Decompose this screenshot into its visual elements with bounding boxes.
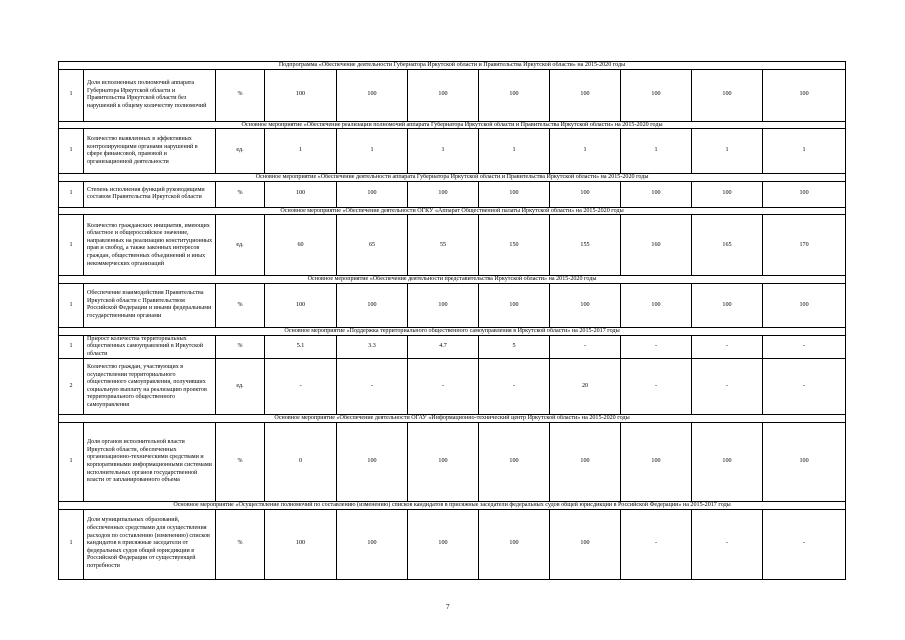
value-cell: 1: [692, 129, 763, 174]
unit-cell: ед.: [216, 215, 265, 276]
value-cell: 65: [337, 215, 408, 276]
value-cell: 1: [550, 129, 621, 174]
unit-cell: %: [216, 283, 265, 327]
section-header: [59, 207, 846, 215]
value-cell: 1: [763, 129, 846, 174]
value-cell: 1: [621, 129, 692, 174]
value-cell: 100: [337, 69, 408, 121]
value-cell: 155: [550, 215, 621, 276]
table-row: [59, 283, 846, 327]
value-cell: 100: [692, 181, 763, 207]
table-row: [59, 509, 846, 579]
value-cell: 100: [265, 509, 337, 579]
table-row: [59, 181, 846, 207]
value-cell: 1: [479, 129, 550, 174]
value-cell: -: [763, 335, 846, 359]
value-cell: 100: [408, 69, 479, 121]
section-header: [59, 121, 846, 129]
row-number: 1: [59, 335, 84, 359]
value-cell: 100: [408, 509, 479, 579]
section-header: [59, 327, 846, 335]
section-title: Основное мероприятие «Обеспечение деятельности ОГКУ «Аппарат Общественной палаты Иркутской области» на 2015-2020 годы: [59, 207, 846, 215]
value-cell: 100: [265, 181, 337, 207]
indicators-document: [58, 61, 845, 580]
row-number: 1: [59, 283, 84, 327]
row-number: 1: [59, 422, 84, 501]
value-cell: 100: [337, 283, 408, 327]
value-cell: -: [692, 335, 763, 359]
value-cell: 100: [337, 422, 408, 501]
row-number: 2: [59, 359, 84, 415]
value-cell: 100: [550, 181, 621, 207]
value-cell: 100: [408, 181, 479, 207]
value-cell: -: [337, 359, 408, 415]
value-cell: 100: [763, 69, 846, 121]
value-cell: 100: [479, 422, 550, 501]
indicator-name: Доля исполненных полномочий аппарата Губернатора Иркутской области и Правительства Иркутской области без нарушений к общему количеству полномочий: [84, 69, 216, 121]
value-cell: 100: [621, 422, 692, 501]
value-cell: 100: [479, 509, 550, 579]
table-row: [59, 422, 846, 501]
value-cell: -: [692, 509, 763, 579]
table-row: [59, 215, 846, 276]
value-cell: 100: [479, 283, 550, 327]
row-number: 1: [59, 69, 84, 121]
table-row: [59, 359, 846, 415]
section-header: [59, 501, 846, 509]
value-cell: 100: [479, 181, 550, 207]
indicator-name: Степень исполнения функций руководящими составом Правительства Иркутской области: [84, 181, 216, 207]
value-cell: 100: [550, 69, 621, 121]
value-cell: -: [265, 359, 337, 415]
value-cell: 100: [550, 509, 621, 579]
unit-cell: %: [216, 422, 265, 501]
row-number: 1: [59, 509, 84, 579]
section-header: [59, 276, 846, 284]
value-cell: 100: [337, 181, 408, 207]
value-cell: 100: [763, 181, 846, 207]
value-cell: 5: [479, 335, 550, 359]
indicator-name: Количество граждан, участвующих в осуществлении территориального общественного самоуправления, получивших социальную выплату на реализацию проектов территориального общественного самоуправления: [84, 359, 216, 415]
value-cell: 3.3: [337, 335, 408, 359]
section-title: Основное мероприятие «Обеспечение деятельности аппарата Губернатора Иркутской области и Правительства Иркутской области» на 2015-2020 годы: [59, 174, 846, 182]
value-cell: 100: [265, 283, 337, 327]
indicator-name: Количество гражданских инициатив, имеющих областное и общероссийское значение, направленных на реализацию конституционных прав и свобод, а также законных интересов граждан, общественных объединений и иных некоммерческих организаций: [84, 215, 216, 276]
row-number: 1: [59, 181, 84, 207]
table-row: [59, 129, 846, 174]
indicator-name: Прирост количества территориальных общественных самоуправлений в Иркутской области: [84, 335, 216, 359]
value-cell: -: [408, 359, 479, 415]
value-cell: 100: [621, 181, 692, 207]
unit-cell: ед.: [216, 359, 265, 415]
value-cell: 4.7: [408, 335, 479, 359]
value-cell: 165: [692, 215, 763, 276]
value-cell: 100: [265, 69, 337, 121]
page-number: 7: [446, 603, 450, 611]
value-cell: -: [550, 335, 621, 359]
section-title: Основное мероприятие «Обеспечение деятельности представительства Иркутской области» на 2015-2020 годы: [59, 276, 846, 284]
value-cell: -: [692, 359, 763, 415]
indicator-name: Доля органов исполнительной власти Иркутской области, обеспеченных организационно-техническими средствами и корпоративными информационными системами исполнительных органов государственной власти от запланированного объема: [84, 422, 216, 501]
value-cell: 100: [479, 69, 550, 121]
value-cell: 100: [408, 283, 479, 327]
section-title: Основное мероприятие «Поддержка территориального общественного самоуправления в Иркутской области» на 2015-2017 годы: [59, 327, 846, 335]
indicator-name: Обеспечение взаимодействия Правительства Иркутской области с Правительством Российской Федерации и иными федеральными государственными органами: [84, 283, 216, 327]
section-title: Основное мероприятие «Обеспечение реализации полномочий аппарата Губернатора Иркутской области и Правительства Иркутской области» на 2015-2020 годы: [59, 121, 846, 129]
section-header: [59, 174, 846, 182]
unit-cell: %: [216, 181, 265, 207]
value-cell: 100: [692, 283, 763, 327]
value-cell: 100: [763, 422, 846, 501]
value-cell: 100: [550, 422, 621, 501]
value-cell: 100: [550, 283, 621, 327]
value-cell: 60: [265, 215, 337, 276]
table-row: [59, 335, 846, 359]
section-title: Основное мероприятие «Обеспечение деятельности ОГАУ «Информационно-технический центр Иркутской области» на 2015-2020 годы: [59, 415, 846, 423]
section-title: Основное мероприятие «Осуществление полномочий по составлению (изменению) списков кандидатов в присяжные заседатели федеральных судов общей юрисдикции в Российской Федерации» на 2015-2017 годы: [59, 501, 846, 509]
value-cell: 170: [763, 215, 846, 276]
value-cell: 55: [408, 215, 479, 276]
value-cell: 150: [479, 215, 550, 276]
table-row: [59, 69, 846, 121]
value-cell: 100: [692, 69, 763, 121]
value-cell: -: [621, 509, 692, 579]
value-cell: 100: [337, 509, 408, 579]
value-cell: 100: [692, 422, 763, 501]
value-cell: 20: [550, 359, 621, 415]
value-cell: 100: [763, 283, 846, 327]
section-header: [59, 415, 846, 423]
value-cell: 1: [265, 129, 337, 174]
value-cell: 1: [408, 129, 479, 174]
value-cell: -: [621, 335, 692, 359]
unit-cell: %: [216, 509, 265, 579]
indicator-name: Доля муниципальных образований, обеспеченных средствами для осуществления расходов по составлению (изменению) списков кандидатов в присяжные заседатели от федеральных судов общей юрисдикции в Российской Федерации от существующей потребности: [84, 509, 216, 579]
indicators-table: [58, 61, 846, 580]
value-cell: 100: [621, 69, 692, 121]
value-cell: 100: [621, 283, 692, 327]
value-cell: -: [621, 359, 692, 415]
row-number: 1: [59, 215, 84, 276]
value-cell: -: [479, 359, 550, 415]
section-header: [59, 62, 846, 70]
value-cell: 100: [408, 422, 479, 501]
unit-cell: %: [216, 335, 265, 359]
value-cell: 5.1: [265, 335, 337, 359]
value-cell: 160: [621, 215, 692, 276]
indicator-name: Количество выявленных в эффективных контролирующими органами нарушений в сфере финансовой, правовой и организационной деятельности: [84, 129, 216, 174]
value-cell: 1: [337, 129, 408, 174]
value-cell: -: [763, 359, 846, 415]
value-cell: 0: [265, 422, 337, 501]
unit-cell: ед.: [216, 129, 265, 174]
unit-cell: %: [216, 69, 265, 121]
section-title: Подпрограмма «Обеспечение деятельности Губернатора Иркутской области и Правительства Иркутской области» на 2015-2020 годы: [59, 62, 846, 70]
row-number: 1: [59, 129, 84, 174]
value-cell: -: [763, 509, 846, 579]
